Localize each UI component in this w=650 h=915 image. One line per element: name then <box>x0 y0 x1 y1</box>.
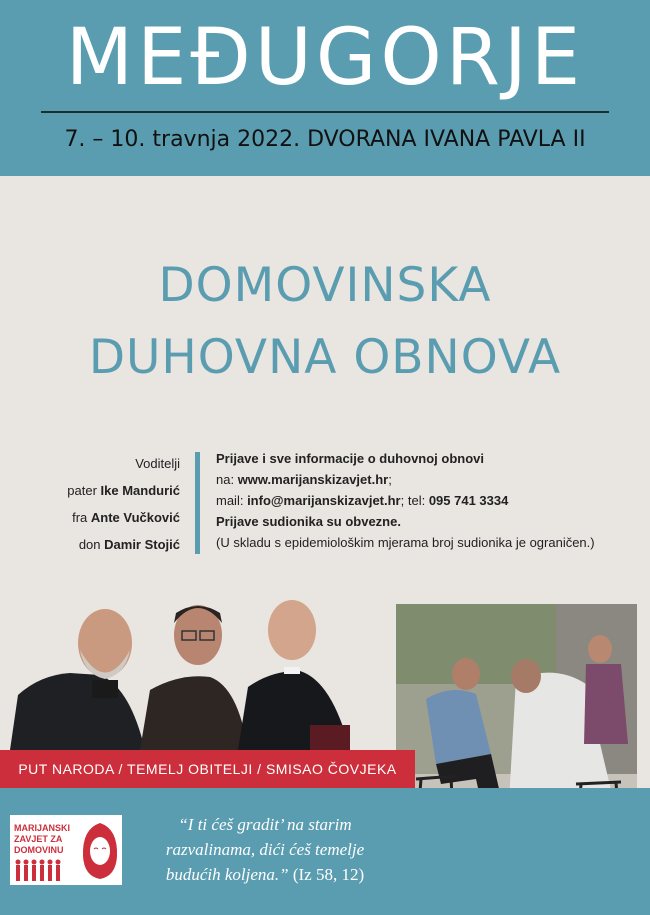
date-location: 7. – 10. travnja 2022. DVORANA IVANA PAVLA II <box>64 127 586 152</box>
motto-banner: PUT NARODA / TEMELJ OBITELJI / SMISAO ČOVJEKA <box>0 750 415 788</box>
info-heading: Prijave i sve informacije o duhovnoj obnovi <box>216 451 485 466</box>
phone-number[interactable]: 095 741 3334 <box>428 493 509 508</box>
info-contact-line: mail: info@marijanskizavjet.hr; tel: 095 741 3334 <box>216 493 509 508</box>
website-link[interactable]: www.marijanskizavjet.hr <box>237 472 389 487</box>
leader-1: pater Ike Mandurić <box>67 483 180 498</box>
registration-info <box>216 448 636 553</box>
main-title-line-1: DOMOVINSKA <box>158 258 492 313</box>
leader-2: fra Ante Vučković <box>72 510 180 525</box>
header-divider <box>41 111 609 113</box>
priests-photo <box>10 595 388 750</box>
pilgrims-icon <box>14 859 69 881</box>
virgin-mary-icon <box>80 821 120 881</box>
email-link[interactable]: info@marijanskizavjet.hr <box>247 493 401 508</box>
mandatory-note: Prijave sudionika su obvezne. <box>216 514 401 529</box>
quote-reference: (Iz 58, 12) <box>292 865 365 884</box>
info-web-line: na: www.marijanskizavjet.hr; <box>216 472 392 487</box>
bible-quote: “I ti ćeš gradit’ na starim razvalinama, dići ćeš temelje budućih koljena.” (Iz 58, 12) <box>165 815 365 884</box>
marijanski-zavjet-logo <box>10 815 122 885</box>
info-divider <box>195 452 200 554</box>
header-band <box>0 0 650 176</box>
main-title-line-2: DUHOVNA OBNOVA <box>88 330 562 385</box>
epidemic-note: (U skladu s epidemiološkim mjerama broj sudionika je ograničen.) <box>216 535 595 550</box>
leaders-heading: Voditelji <box>135 456 180 471</box>
leaders-list <box>40 450 180 558</box>
leader-3: don Damir Stojić <box>78 537 180 552</box>
event-title: MEĐUGORJE <box>65 13 585 103</box>
logo-text: MARIJANSKI ZAVJET ZA DOMOVINU <box>14 823 71 855</box>
